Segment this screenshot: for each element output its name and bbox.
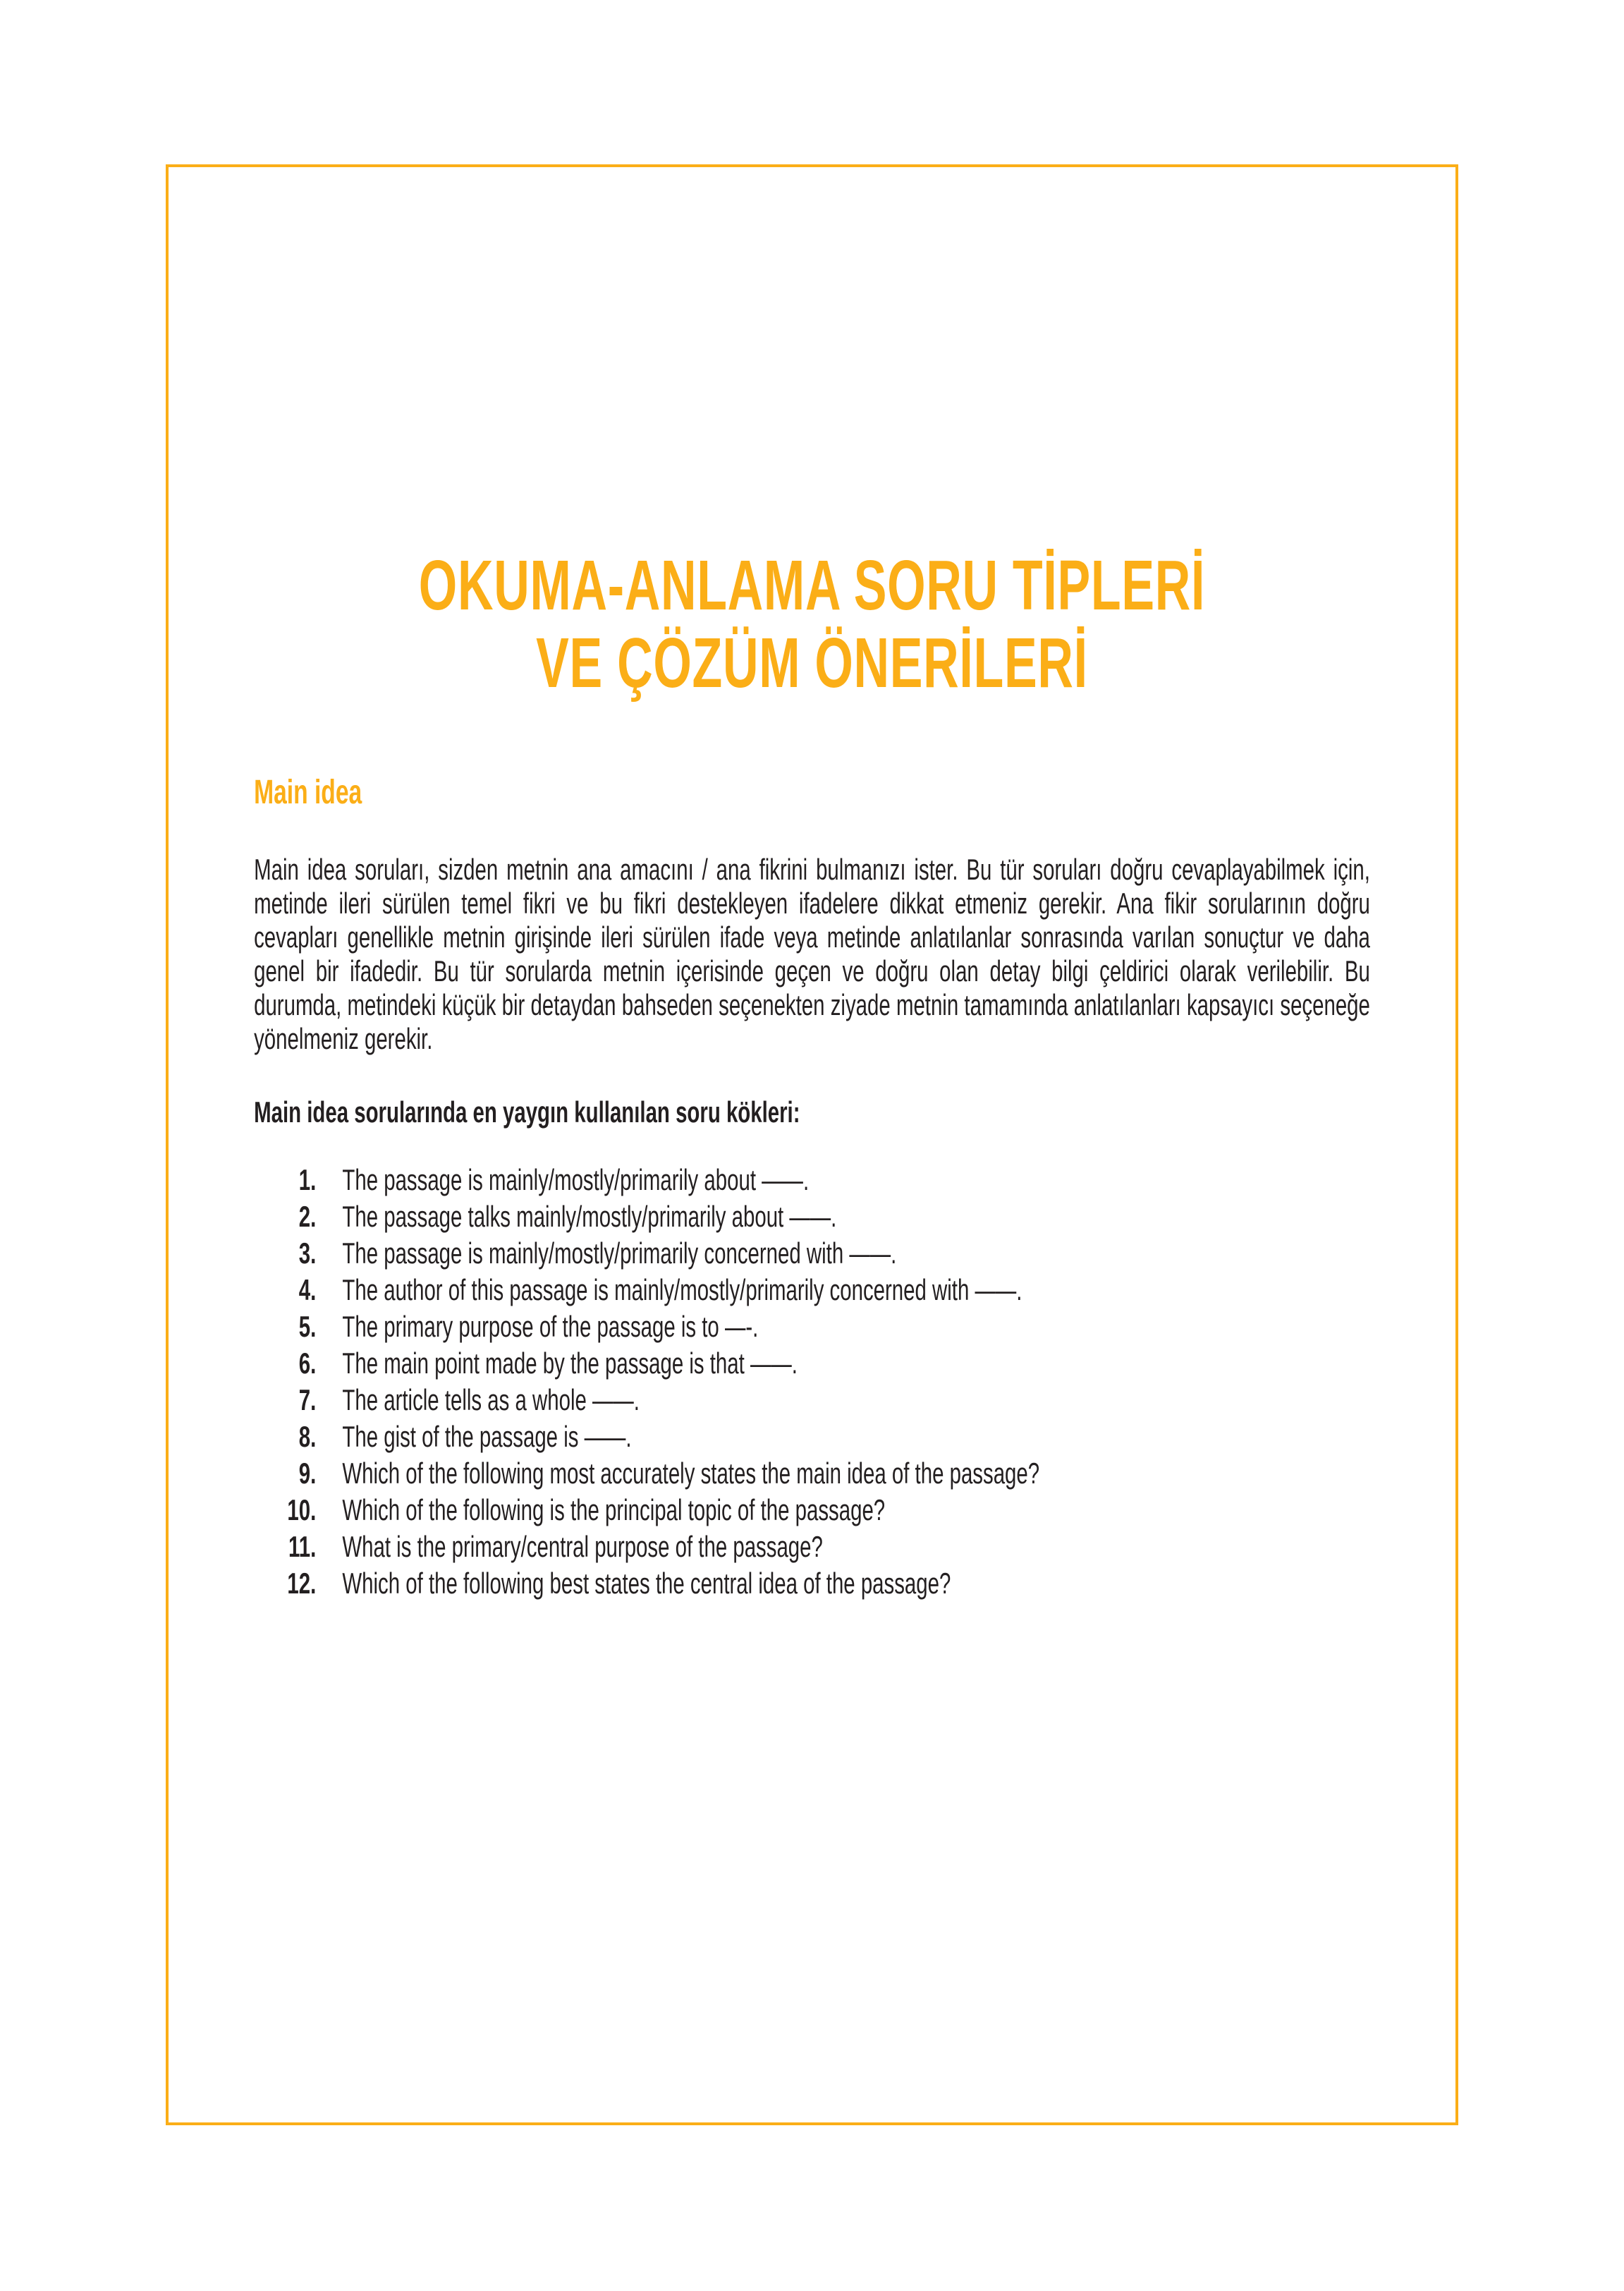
page-border-frame xyxy=(166,164,1458,2125)
list-item xyxy=(254,1418,1370,1455)
page-title-line-1: OKUMA-ANLAMA SORU TİPLERİ xyxy=(418,546,1206,625)
list-item xyxy=(254,1198,1370,1235)
list-item xyxy=(254,1382,1370,1418)
list-item xyxy=(254,1308,1370,1345)
list-item-text: What is the primary/central purpose of the passage? xyxy=(342,1530,823,1563)
list-item-number: 2. xyxy=(298,1200,317,1233)
list-item-text: The gist of the passage is ——. xyxy=(342,1420,632,1453)
list-item-text: The author of this passage is mainly/mostly/primarily concerned with ——. xyxy=(342,1273,1022,1306)
list-item-text: Which of the following most accurately states the main idea of the passage? xyxy=(342,1457,1040,1490)
list-item-number: 9. xyxy=(298,1457,317,1490)
list-item xyxy=(254,1565,1370,1602)
list-item-text: The passage is mainly/mostly/primarily about ——. xyxy=(342,1163,810,1196)
list-item-number: 12. xyxy=(287,1567,317,1600)
list-item-number: 1. xyxy=(298,1163,317,1196)
list-item-number: 5. xyxy=(298,1310,317,1343)
list-item-number: 7. xyxy=(298,1383,317,1416)
list-item-number: 4. xyxy=(298,1273,317,1306)
list-item xyxy=(254,1529,1370,1565)
list-item-text: The passage talks mainly/mostly/primarily about ——. xyxy=(342,1200,837,1233)
list-item-text: The main point made by the passage is that ——. xyxy=(342,1347,798,1380)
list-item-text: Which of the following best states the central idea of the passage? xyxy=(342,1567,951,1600)
page-content xyxy=(169,547,1455,1602)
list-item xyxy=(254,1162,1370,1198)
list-item xyxy=(254,1455,1370,1492)
list-item xyxy=(254,1345,1370,1382)
page-title-line-2: VE ÇÖZÜM ÖNERİLERİ xyxy=(536,624,1088,703)
list-item-number: 6. xyxy=(298,1347,317,1380)
list-item-text: The passage is mainly/mostly/primarily concerned with ——. xyxy=(342,1236,897,1270)
list-item-number: 8. xyxy=(298,1420,317,1453)
list-item-text: The primary purpose of the passage is to —-. xyxy=(342,1310,759,1343)
list-item-number: 3. xyxy=(298,1236,317,1270)
list-item xyxy=(254,1492,1370,1529)
list-item-text: The article tells as a whole ——. xyxy=(342,1383,640,1416)
question-stems-heading: Main idea sorularında en yaygın kullanılan soru kökleri: xyxy=(254,1095,800,1129)
main-idea-description-paragraph: Main idea soruları, sizden metnin ana amacını / ana fikrini bulmanızı ister. Bu tür soruları doğru cevaplayabilmek için, metinde ileri sürülen temel fikri ve bu fikri destekleyen ifadelere dikkat etmeniz gerekir. Ana fikir sorularının doğru cevapları genellikle metnin girişinde ileri sürülen ifade veya metinde anlatılanlar sonrasında varılan sonuçtur ve daha genel bir ifadedir. Bu tür sorularda metnin içerisinde geçen ve doğru olan detay bilgi çeldirici olarak verilebilir. Bu durumda, metindeki küçük bir detaydan bahseden seçenekten ziyade metnin tamamında anlatılanları kapsayıcı seçeneğe yönelmeniz gerekir. xyxy=(254,853,1370,1055)
list-item-number: 10. xyxy=(287,1493,317,1526)
list-item-number: 11. xyxy=(288,1530,317,1563)
page-title xyxy=(254,547,1370,702)
question-stem-list xyxy=(254,1162,1370,1602)
list-item xyxy=(254,1235,1370,1272)
list-item-text: Which of the following is the principal topic of the passage? xyxy=(342,1493,886,1526)
list-item xyxy=(254,1272,1370,1308)
section-heading-main-idea: Main idea xyxy=(254,774,362,811)
